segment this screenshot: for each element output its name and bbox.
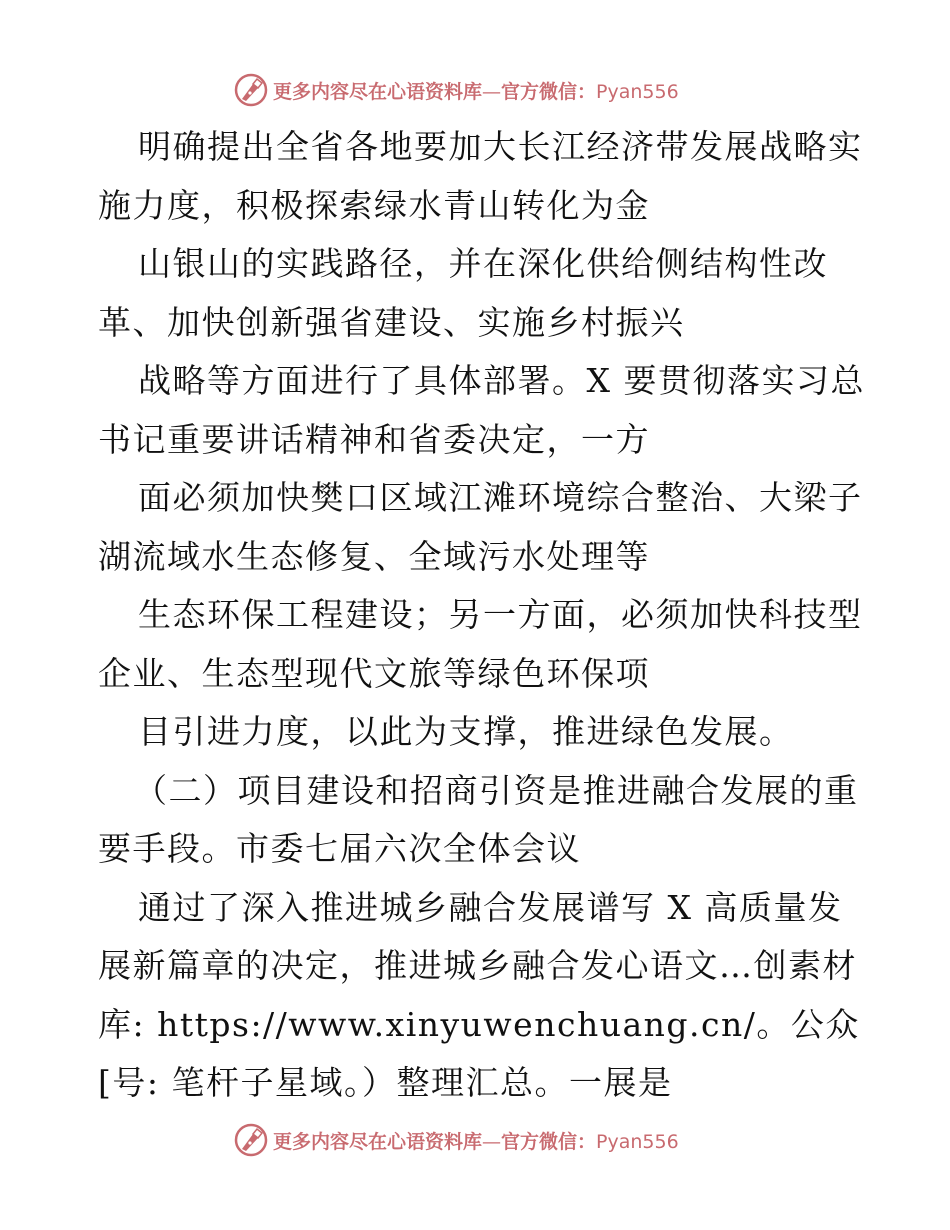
text-line: 湖流域水生态修复、全域污水处理等: [98, 536, 650, 576]
text-line: 展新篇章的决定，推进城乡融合发心语文…创素材: [98, 946, 857, 985]
banner-slogan: 更多内容尽在心语资料库: [273, 80, 483, 103]
banner-slogan: 更多内容尽在心语资料库: [273, 1130, 483, 1153]
banner-text: [273, 77, 679, 104]
footer-watermark-banner: [233, 1120, 679, 1160]
text-line: 企业、生态型现代文旅等绿色环保项: [98, 653, 650, 693]
text-line: （二）项目建设和招商引资是推进融合发展的重: [134, 770, 859, 810]
banner-dash: —: [482, 80, 502, 103]
text-line: 战略等方面进行了具体部署。X 要贯彻落实习总: [138, 361, 865, 400]
banner-account: Pyan556: [596, 80, 679, 103]
banner-text: [273, 1127, 679, 1154]
text-line: 通过了深入推进城乡融合发展谱写 X 高质量发: [138, 887, 843, 927]
text-line: 面必须加快樊口区域江滩环境综合整治、大梁子: [138, 478, 863, 517]
banner-account: Pyan556: [596, 1130, 679, 1153]
banner-label: 官方微信：: [501, 1130, 597, 1153]
text-line: 施力度，积极探索绿水青山转化为金: [98, 185, 650, 225]
pen-nib-logo-icon: [233, 1122, 269, 1158]
text-line: 书记重要讲话精神和省委决定，一方: [98, 419, 650, 459]
banner-label: 官方微信：: [501, 80, 597, 103]
text-line: 目引进力度，以此为支撑，推进绿色发展。: [138, 712, 794, 751]
text-line: 山银山的实践路径，并在深化供给侧结构性改: [138, 244, 828, 283]
pen-nib-logo-icon: [233, 72, 269, 108]
text-line: 生态环保工程建设；另一方面，必须加快科技型: [138, 595, 863, 634]
text-line: 明确提出全省各地要加大长江经济带发展战略实: [138, 127, 863, 166]
text-line: 库: https://www.xinyuwenchuang.cn/。公众: [98, 1004, 860, 1044]
banner-dash: —: [482, 1130, 502, 1153]
text-line: 革、加快创新强省建设、实施乡村振兴: [98, 302, 685, 342]
header-watermark-banner: [233, 70, 679, 110]
body-text: [98, 118, 865, 1113]
text-line: 要手段。市委七届六次全体会议: [98, 829, 581, 868]
text-line: [号: 笔杆子星域。）整理汇总。一展是: [98, 1063, 673, 1102]
